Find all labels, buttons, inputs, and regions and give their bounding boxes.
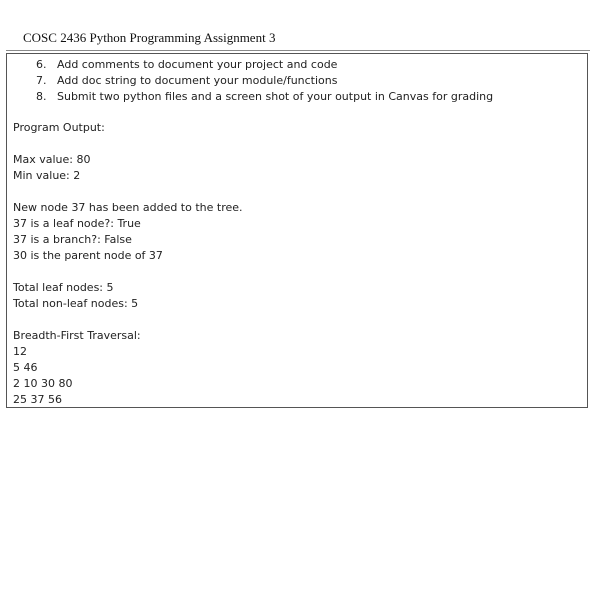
list-item-text: Submit two python files and a screen shot of your output in Canvas for grading: [57, 90, 494, 103]
document-content-box: [6, 53, 588, 408]
bft-heading: Breadth-First Traversal:: [13, 329, 141, 342]
bft-level-line: 5 46: [13, 361, 38, 374]
list-item-text: Add comments to document your project and code: [57, 58, 338, 71]
is-branch-line: 37 is a branch?: False: [13, 233, 132, 246]
parent-node-line: 30 is the parent node of 37: [13, 249, 163, 262]
list-item-number: 8.: [36, 90, 47, 103]
bft-level-line: 12: [13, 345, 27, 358]
total-leaf-line: Total leaf nodes: 5: [13, 281, 114, 294]
bft-level-line: 25 37 56: [13, 393, 62, 406]
min-value-line: Min value: 2: [13, 169, 81, 182]
new-node-line: New node 37 has been added to the tree.: [13, 201, 243, 214]
total-non-leaf-line: Total non-leaf nodes: 5: [13, 297, 139, 310]
is-leaf-line: 37 is a leaf node?: True: [13, 217, 141, 230]
bft-level-line: 2 10 30 80: [13, 377, 73, 390]
list-item-text: Add doc string to document your module/functions: [57, 74, 338, 87]
max-value-line: Max value: 80: [13, 153, 91, 166]
list-item-number: 7.: [36, 74, 47, 87]
page-header-title: COSC 2436 Python Programming Assignment 3: [23, 30, 276, 45]
header-divider: [6, 50, 590, 51]
program-output-heading: Program Output:: [13, 121, 105, 134]
list-item-number: 6.: [36, 58, 47, 71]
